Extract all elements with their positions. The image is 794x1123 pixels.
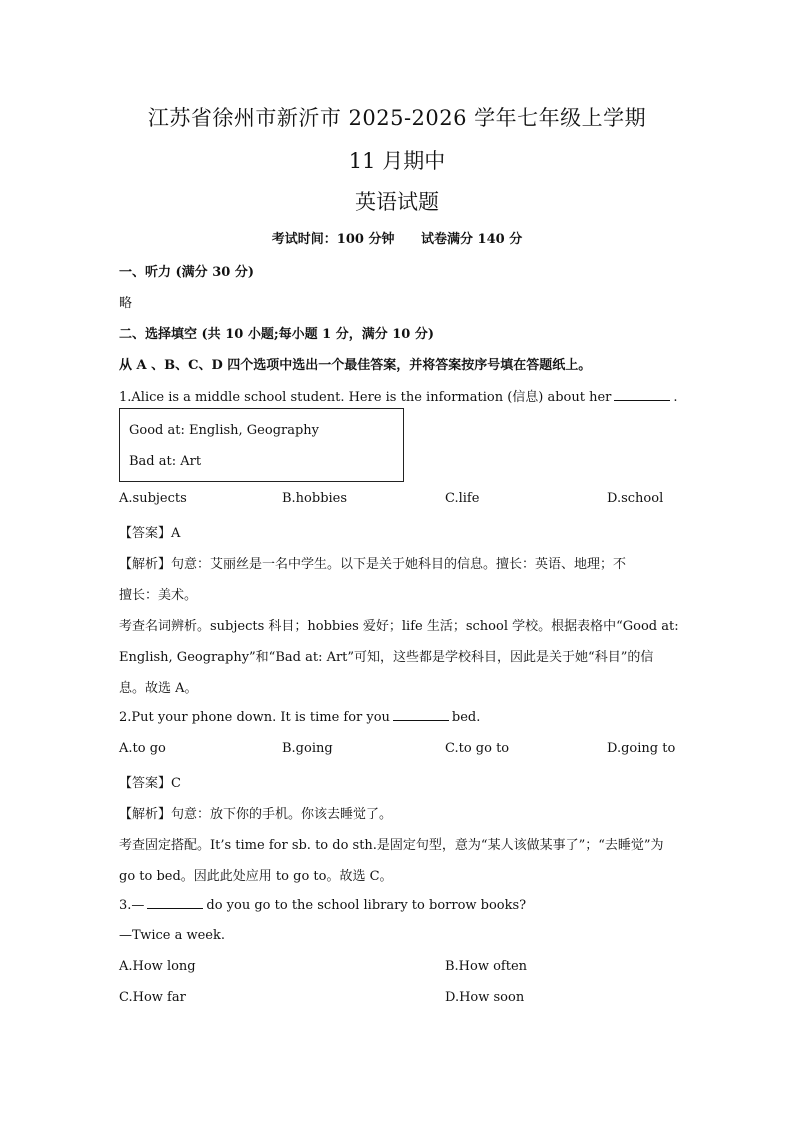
section1-content: 略	[119, 296, 133, 311]
section2-heading: 二、选择填空 (共 10 小题;每小题 1 分，满分 10 分)	[119, 327, 435, 342]
exam-title-line1: 江苏省徐州市新沂市 2025-2026 学年七年级上学期	[147, 106, 647, 130]
exam-time: 考试时间：100 分钟	[271, 232, 395, 247]
q3-reply: —Twice a week.	[119, 928, 226, 943]
section1-heading: 一、听力 (满分 30 分)	[119, 265, 254, 280]
exam-meta	[0, 228, 794, 247]
q3-stem-dash: 3.—	[119, 898, 145, 913]
q1-answer: 【答案】A	[119, 526, 181, 541]
q2-option-c: C.to go to	[445, 741, 510, 756]
q1-analysis-line3: 考查名词辨析。subjects 科目；hobbies 爱好；life 生活；school 学校。根据表格中“Good at:	[119, 619, 679, 634]
q3-option-a: A.How long	[119, 959, 196, 974]
q2-analysis-line2: 考查固定搭配。It’s time for sb. to do sth.是固定句型，意为“某人该做某事了”；“去睡觉”为	[119, 838, 664, 853]
q2-option-d: D.going to	[607, 741, 676, 756]
q2-stem	[119, 709, 480, 725]
q1-table-row-good: Good at: English, Geography	[129, 423, 320, 438]
q2-option-a: A.to go	[119, 741, 166, 756]
q1-stem-end: .	[673, 390, 678, 405]
q1-analysis-line1: 【解析】句意：艾丽丝是一名中学生。以下是关于她科目的信息。擅长：英语、地理；不	[119, 557, 627, 572]
q1-option-b: B.hobbies	[282, 491, 348, 506]
exam-subject-title: 英语试题	[355, 190, 439, 214]
q1-stem-text: 1.Alice is a middle school student. Here is the information (信息) about her	[119, 390, 612, 405]
q1-option-c: C.life	[445, 491, 480, 506]
q2-blank	[393, 709, 449, 721]
q3-stem	[119, 897, 526, 913]
q2-analysis-line1: 【解析】句意：放下你的手机。你该去睡觉了。	[119, 807, 393, 822]
q3-option-d: D.How soon	[445, 990, 525, 1005]
q1-analysis-line4: English, Geography”和“Bad at: Art”可知，这些都是学校科目，因此是关于她“科目”的信	[119, 650, 654, 665]
q1-blank	[614, 389, 670, 401]
q1-stem	[119, 386, 678, 405]
q3-stem-text: do you go to the school library to borrow books?	[206, 898, 527, 913]
section2-instruction: 从 A 、B、C、D 四个选项中选出一个最佳答案，并将答案按序号填在答题纸上。	[119, 358, 592, 373]
q2-stem-end: bed.	[451, 710, 481, 725]
q3-blank	[147, 897, 203, 909]
q1-table-row-bad: Bad at: Art	[129, 454, 202, 469]
q1-option-a: A.subjects	[119, 491, 187, 506]
q1-option-d: D.school	[607, 491, 664, 506]
q1-info-table	[119, 408, 404, 482]
q3-option-c: C.How far	[119, 990, 186, 1005]
q2-analysis-line3: go to bed。因此此处应用 to go to。故选 C。	[119, 869, 393, 884]
q2-answer: 【答案】C	[119, 776, 181, 791]
q3-option-b: B.How often	[445, 959, 528, 974]
q1-analysis-line2: 擅长：美术。	[119, 588, 198, 603]
full-score: 试卷满分 140 分	[421, 232, 523, 247]
q2-stem-text: 2.Put your phone down. It is time for you	[119, 710, 390, 725]
exam-title-line2: 11 月期中	[348, 149, 446, 173]
q1-analysis-line5: 息。故选 A。	[119, 681, 198, 696]
q2-option-b: B.going	[282, 741, 333, 756]
